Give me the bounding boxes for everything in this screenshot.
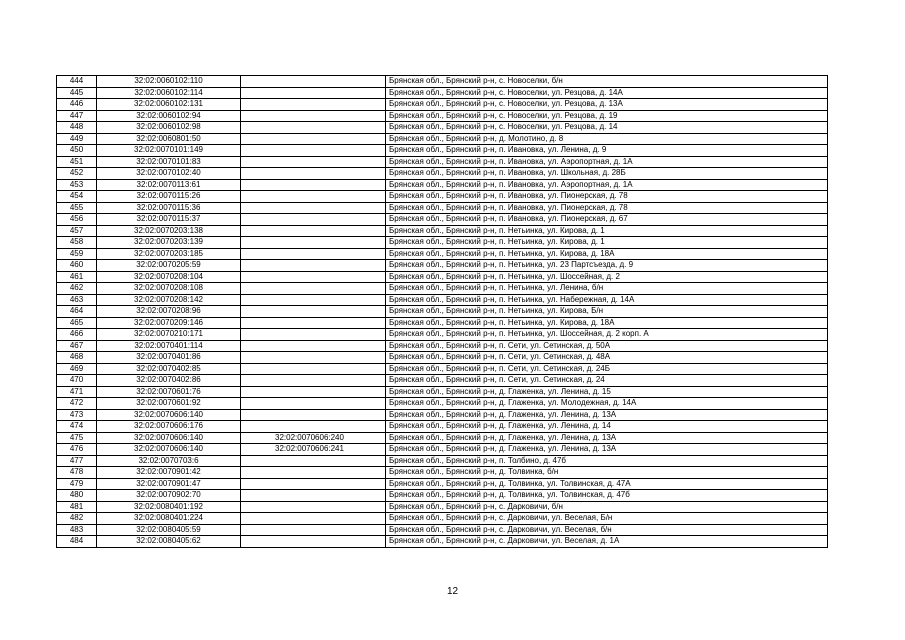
address-cell: Брянская обл., Брянский р-н, п. Сети, ул. Сетинская, д. 48А <box>386 352 828 364</box>
address-cell: Брянская обл., Брянский р-н, п. Сети, ул. Сетинская, д. 24Б <box>386 363 828 375</box>
table-row <box>57 122 828 134</box>
address-cell: Брянская обл., Брянский р-н, д. Глаженка, ул. Ленина, д. 14 <box>386 421 828 433</box>
table-row <box>57 363 828 375</box>
table-row <box>57 444 828 456</box>
row-number-cell: 456 <box>57 214 97 226</box>
related-cadastral-number-cell <box>241 248 386 260</box>
register-table-body <box>57 76 828 548</box>
table-row <box>57 271 828 283</box>
cadastral-number-cell: 32:02:0070210:171 <box>97 329 241 341</box>
related-cadastral-number-cell <box>241 133 386 145</box>
related-cadastral-number-cell <box>241 398 386 410</box>
table-row <box>57 340 828 352</box>
row-number-cell: 476 <box>57 444 97 456</box>
address-cell: Брянская обл., Брянский р-н, п. Толбино, д. 47б <box>386 455 828 467</box>
table-row <box>57 478 828 490</box>
row-number-cell: 448 <box>57 122 97 134</box>
address-cell: Брянская обл., Брянский р-н, п. Нетьинка, ул. Набережная, д. 14А <box>386 294 828 306</box>
address-cell: Брянская обл., Брянский р-н, с. Новоселки, ул. Резцова, д. 14А <box>386 87 828 99</box>
table-row <box>57 76 828 88</box>
cadastral-number-cell: 32:02:0080405:62 <box>97 536 241 548</box>
page-number: 12 <box>446 586 459 597</box>
cadastral-number-cell: 32:02:0070402:86 <box>97 375 241 387</box>
address-cell: Брянская обл., Брянский р-н, п. Нетьинка, ул. Шоссейная, д. 2 корп. А <box>386 329 828 341</box>
table-row <box>57 179 828 191</box>
related-cadastral-number-cell <box>241 294 386 306</box>
cadastral-number-cell: 32:02:0070208:104 <box>97 271 241 283</box>
table-row <box>57 145 828 157</box>
related-cadastral-number-cell <box>241 363 386 375</box>
row-number-cell: 481 <box>57 501 97 513</box>
table-row <box>57 421 828 433</box>
cadastral-number-cell: 32:02:0070115:37 <box>97 214 241 226</box>
related-cadastral-number-cell <box>241 513 386 525</box>
cadastral-number-cell: 32:02:0070902:70 <box>97 490 241 502</box>
address-cell: Брянская обл., Брянский р-н, п. Ивановка, ул. Пионерская, д. 67 <box>386 214 828 226</box>
address-cell: Брянская обл., Брянский р-н, п. Ивановка, ул. Школьная, д. 28Б <box>386 168 828 180</box>
cadastral-number-cell: 32:02:0070606:140 <box>97 409 241 421</box>
related-cadastral-number-cell <box>241 214 386 226</box>
cadastral-number-cell: 32:02:0060102:110 <box>97 76 241 88</box>
table-row <box>57 306 828 318</box>
related-cadastral-number-cell <box>241 145 386 157</box>
related-cadastral-number-cell <box>241 191 386 203</box>
related-cadastral-number-cell <box>241 352 386 364</box>
cadastral-number-cell: 32:02:0070208:142 <box>97 294 241 306</box>
address-cell: Брянская обл., Брянский р-н, д. Молотино, д. 8 <box>386 133 828 145</box>
cadastral-number-cell: 32:02:0070606:176 <box>97 421 241 433</box>
cadastral-number-cell: 32:02:0070101:83 <box>97 156 241 168</box>
row-number-cell: 479 <box>57 478 97 490</box>
cadastral-number-cell: 32:02:0070101:149 <box>97 145 241 157</box>
row-number-cell: 459 <box>57 248 97 260</box>
cadastral-number-cell: 32:02:0070209:146 <box>97 317 241 329</box>
cadastral-number-cell: 32:02:0060102:98 <box>97 122 241 134</box>
cadastral-number-cell: 32:02:0070115:26 <box>97 191 241 203</box>
row-number-cell: 463 <box>57 294 97 306</box>
address-cell: Брянская обл., Брянский р-н, с. Дарковичи, ул. Веселая, д. 1А <box>386 536 828 548</box>
address-cell: Брянская обл., Брянский р-н, с. Новоселки, б/н <box>386 76 828 88</box>
row-number-cell: 444 <box>57 76 97 88</box>
address-cell: Брянская обл., Брянский р-н, п. Нетьинка, ул. Кирова, д. 1 <box>386 237 828 249</box>
address-cell: Брянская обл., Брянский р-н, п. Ивановка, ул. Аэропортная, д. 1А <box>386 156 828 168</box>
table-row <box>57 386 828 398</box>
table-row <box>57 455 828 467</box>
table-row <box>57 237 828 249</box>
table-row <box>57 294 828 306</box>
row-number-cell: 468 <box>57 352 97 364</box>
address-cell: Брянская обл., Брянский р-н, с. Новоселки, ул. Резцова, д. 13А <box>386 99 828 111</box>
related-cadastral-number-cell <box>241 536 386 548</box>
related-cadastral-number-cell <box>241 202 386 214</box>
address-cell: Брянская обл., Брянский р-н, п. Сети, ул. Сетинская, д. 50А <box>386 340 828 352</box>
table-row <box>57 524 828 536</box>
address-cell: Брянская обл., Брянский р-н, д. Глаженка, ул. Молодежная, д. 14А <box>386 398 828 410</box>
table-row <box>57 490 828 502</box>
row-number-cell: 478 <box>57 467 97 479</box>
cadastral-number-cell: 32:02:0070601:92 <box>97 398 241 410</box>
row-number-cell: 483 <box>57 524 97 536</box>
row-number-cell: 452 <box>57 168 97 180</box>
related-cadastral-number-cell <box>241 99 386 111</box>
cadastral-number-cell: 32:02:0070205:59 <box>97 260 241 272</box>
cadastral-number-cell: 32:02:0070113:61 <box>97 179 241 191</box>
related-cadastral-number-cell <box>241 260 386 272</box>
row-number-cell: 450 <box>57 145 97 157</box>
address-cell: Брянская обл., Брянский р-н, д. Толвинка, ул. Толвинская, д. 47А <box>386 478 828 490</box>
row-number-cell: 447 <box>57 110 97 122</box>
table-row <box>57 133 828 145</box>
related-cadastral-number-cell <box>241 225 386 237</box>
related-cadastral-number-cell: 32:02:0070606:241 <box>241 444 386 456</box>
address-cell: Брянская обл., Брянский р-н, п. Нетьинка, ул. Кирова, д. 18А <box>386 248 828 260</box>
address-cell: Брянская обл., Брянский р-н, п. Ивановка, ул. Пионерская, д. 78 <box>386 202 828 214</box>
table-row <box>57 283 828 295</box>
row-number-cell: 471 <box>57 386 97 398</box>
table-row <box>57 409 828 421</box>
address-cell: Брянская обл., Брянский р-н, п. Ивановка, ул. Пионерская, д. 78 <box>386 191 828 203</box>
table-row <box>57 513 828 525</box>
address-cell: Брянская обл., Брянский р-н, п. Нетьинка, ул. Кирова, Б/н <box>386 306 828 318</box>
row-number-cell: 457 <box>57 225 97 237</box>
address-cell: Брянская обл., Брянский р-н, д. Толвинка, ул. Толвинская, д. 47б <box>386 490 828 502</box>
address-cell: Брянская обл., Брянский р-н, п. Ивановка, ул. Аэропортная, д. 1А <box>386 179 828 191</box>
related-cadastral-number-cell <box>241 455 386 467</box>
cadastral-number-cell: 32:02:0070208:96 <box>97 306 241 318</box>
table-row <box>57 248 828 260</box>
table-row <box>57 156 828 168</box>
table-row <box>57 202 828 214</box>
row-number-cell: 460 <box>57 260 97 272</box>
related-cadastral-number-cell <box>241 179 386 191</box>
cadastral-number-cell: 32:02:0080401:224 <box>97 513 241 525</box>
row-number-cell: 469 <box>57 363 97 375</box>
row-number-cell: 462 <box>57 283 97 295</box>
address-cell: Брянская обл., Брянский р-н, п. Нетьинка, ул. Шоссейная, д. 2 <box>386 271 828 283</box>
cadastral-number-cell: 32:02:0070203:138 <box>97 225 241 237</box>
related-cadastral-number-cell: 32:02:0070606:240 <box>241 432 386 444</box>
row-number-cell: 453 <box>57 179 97 191</box>
row-number-cell: 475 <box>57 432 97 444</box>
cadastral-number-cell: 32:02:0070203:185 <box>97 248 241 260</box>
related-cadastral-number-cell <box>241 524 386 536</box>
cadastral-number-cell: 32:02:0070606:140 <box>97 444 241 456</box>
table-row <box>57 191 828 203</box>
table-row <box>57 225 828 237</box>
address-cell: Брянская обл., Брянский р-н, п. Ивановка, ул. Ленина, д. 9 <box>386 145 828 157</box>
table-row <box>57 214 828 226</box>
address-cell: Брянская обл., Брянский р-н, д. Глаженка, ул. Ленина, д. 13А <box>386 432 828 444</box>
row-number-cell: 465 <box>57 317 97 329</box>
cadastral-number-cell: 32:02:0070203:139 <box>97 237 241 249</box>
related-cadastral-number-cell <box>241 156 386 168</box>
related-cadastral-number-cell <box>241 168 386 180</box>
cadastral-number-cell: 32:02:0070703:6 <box>97 455 241 467</box>
cadastral-number-cell: 32:02:0070901:42 <box>97 467 241 479</box>
related-cadastral-number-cell <box>241 87 386 99</box>
row-number-cell: 480 <box>57 490 97 502</box>
address-cell: Брянская обл., Брянский р-н, п. Нетьинка, ул. Ленина, б/н <box>386 283 828 295</box>
table-row <box>57 398 828 410</box>
table-row <box>57 375 828 387</box>
cadastral-number-cell: 32:02:0070402:85 <box>97 363 241 375</box>
row-number-cell: 446 <box>57 99 97 111</box>
row-number-cell: 454 <box>57 191 97 203</box>
cadastral-number-cell: 32:02:0070401:86 <box>97 352 241 364</box>
table-row <box>57 260 828 272</box>
related-cadastral-number-cell <box>241 421 386 433</box>
row-number-cell: 474 <box>57 421 97 433</box>
cadastral-number-cell: 32:02:0070102:40 <box>97 168 241 180</box>
table-row <box>57 536 828 548</box>
related-cadastral-number-cell <box>241 409 386 421</box>
cadastral-number-cell: 32:02:0070115:36 <box>97 202 241 214</box>
related-cadastral-number-cell <box>241 237 386 249</box>
cadastral-number-cell: 32:02:0080401:192 <box>97 501 241 513</box>
row-number-cell: 451 <box>57 156 97 168</box>
address-cell: Брянская обл., Брянский р-н, п. Нетьинка, ул. Кирова, д. 18А <box>386 317 828 329</box>
address-cell: Брянская обл., Брянский р-н, с. Дарковичи, ул. Веселая, б/н <box>386 524 828 536</box>
cadastral-number-cell: 32:02:0060102:114 <box>97 87 241 99</box>
row-number-cell: 449 <box>57 133 97 145</box>
address-cell: Брянская обл., Брянский р-н, с. Новоселки, ул. Резцова, д. 19 <box>386 110 828 122</box>
address-cell: Брянская обл., Брянский р-н, д. Глаженка, ул. Ленина, д. 13А <box>386 444 828 456</box>
address-cell: Брянская обл., Брянский р-н, д. Глаженка, ул. Ленина, д. 13А <box>386 409 828 421</box>
related-cadastral-number-cell <box>241 306 386 318</box>
cadastral-number-cell: 32:02:0070601:76 <box>97 386 241 398</box>
cadastral-number-cell: 32:02:0060801:50 <box>97 133 241 145</box>
table-row <box>57 501 828 513</box>
row-number-cell: 472 <box>57 398 97 410</box>
address-cell: Брянская обл., Брянский р-н, с. Дарковичи, б/н <box>386 501 828 513</box>
row-number-cell: 482 <box>57 513 97 525</box>
row-number-cell: 445 <box>57 87 97 99</box>
related-cadastral-number-cell <box>241 375 386 387</box>
address-cell: Брянская обл., Брянский р-н, п. Нетьинка, ул. 23 Партсъезда, д. 9 <box>386 260 828 272</box>
row-number-cell: 466 <box>57 329 97 341</box>
related-cadastral-number-cell <box>241 490 386 502</box>
address-cell: Брянская обл., Брянский р-н, с. Новоселки, ул. Резцова, д. 14 <box>386 122 828 134</box>
related-cadastral-number-cell <box>241 329 386 341</box>
cadastral-number-cell: 32:02:0060102:131 <box>97 99 241 111</box>
related-cadastral-number-cell <box>241 386 386 398</box>
row-number-cell: 464 <box>57 306 97 318</box>
related-cadastral-number-cell <box>241 122 386 134</box>
address-cell: Брянская обл., Брянский р-н, п. Сети, ул. Сетинская, д. 24 <box>386 375 828 387</box>
address-cell: Брянская обл., Брянский р-н, с. Дарковичи, ул. Веселая, Б/н <box>386 513 828 525</box>
table-row <box>57 168 828 180</box>
address-cell: Брянская обл., Брянский р-н, д. Толвинка, б/н <box>386 467 828 479</box>
row-number-cell: 467 <box>57 340 97 352</box>
row-number-cell: 470 <box>57 375 97 387</box>
related-cadastral-number-cell <box>241 283 386 295</box>
cadastral-number-cell: 32:02:0070606:140 <box>97 432 241 444</box>
cadastral-number-cell: 32:02:0060102:94 <box>97 110 241 122</box>
table-row <box>57 432 828 444</box>
table-row <box>57 329 828 341</box>
related-cadastral-number-cell <box>241 340 386 352</box>
cadastral-number-cell: 32:02:0080405:59 <box>97 524 241 536</box>
related-cadastral-number-cell <box>241 501 386 513</box>
row-number-cell: 473 <box>57 409 97 421</box>
related-cadastral-number-cell <box>241 317 386 329</box>
table-row <box>57 110 828 122</box>
related-cadastral-number-cell <box>241 271 386 283</box>
table-row <box>57 317 828 329</box>
address-cell: Брянская обл., Брянский р-н, д. Глаженка, ул. Ленина, д. 15 <box>386 386 828 398</box>
address-cell: Брянская обл., Брянский р-н, п. Нетьинка, ул. Кирова, д. 1 <box>386 225 828 237</box>
related-cadastral-number-cell <box>241 467 386 479</box>
row-number-cell: 484 <box>57 536 97 548</box>
related-cadastral-number-cell <box>241 110 386 122</box>
cadastral-number-cell: 32:02:0070208:108 <box>97 283 241 295</box>
row-number-cell: 455 <box>57 202 97 214</box>
table-row <box>57 99 828 111</box>
cadastral-number-cell: 32:02:0070901:47 <box>97 478 241 490</box>
related-cadastral-number-cell <box>241 478 386 490</box>
related-cadastral-number-cell <box>241 76 386 88</box>
register-table <box>56 75 828 548</box>
table-row <box>57 87 828 99</box>
table-row <box>57 352 828 364</box>
row-number-cell: 477 <box>57 455 97 467</box>
row-number-cell: 458 <box>57 237 97 249</box>
row-number-cell: 461 <box>57 271 97 283</box>
cadastral-number-cell: 32:02:0070401:114 <box>97 340 241 352</box>
table-row <box>57 467 828 479</box>
